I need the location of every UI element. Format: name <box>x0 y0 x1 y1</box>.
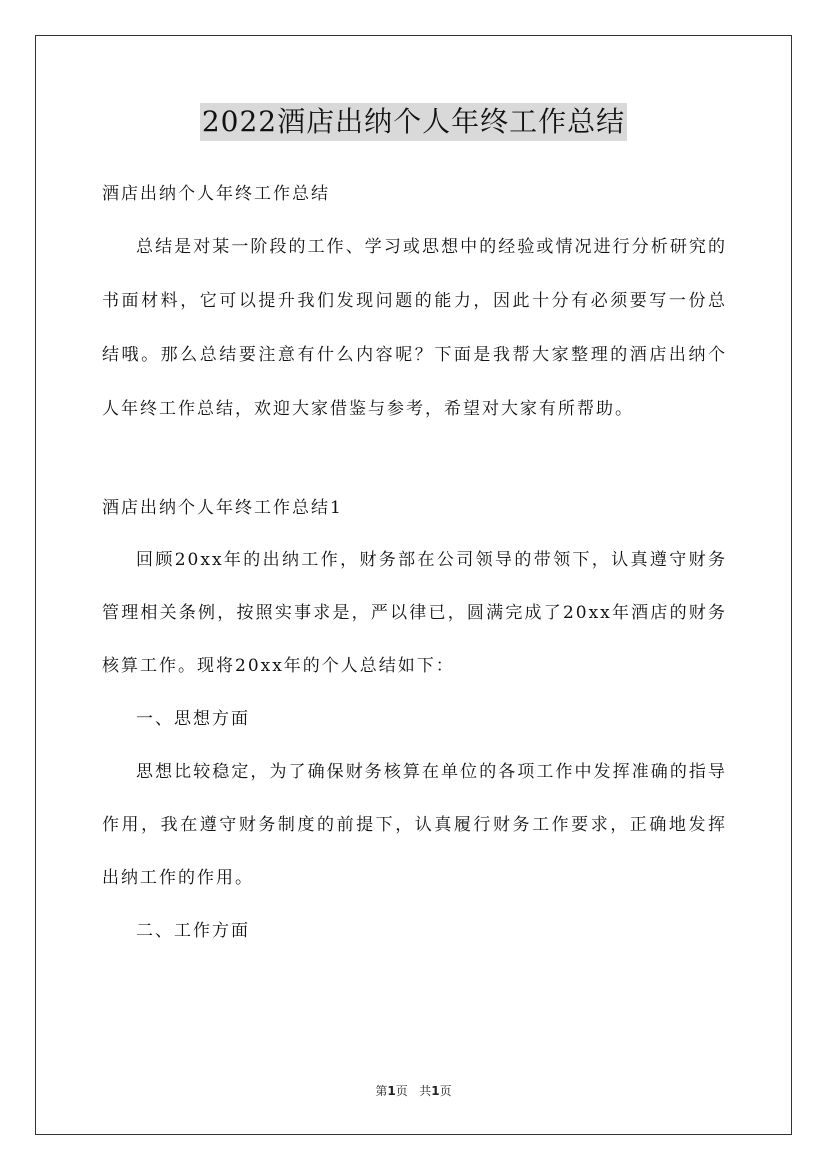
footer-suffix: 页 <box>439 1084 452 1098</box>
section-paragraph: 回顾20xx年的出纳工作，财务部在公司领导的带领下，认真遵守财务管理相关条例，按照实事求是，严以律已，圆满完成了20xx年酒店的财务核算工作。现将20xx年的个人总结如下： <box>102 550 727 676</box>
footer-page-total: 1 <box>431 1084 440 1098</box>
document-title: 2022酒店出纳个人年终工作总结 <box>200 103 627 141</box>
point-paragraph-thought: 思想比较稳定，为了确保财务核算在单位的各项工作中发挥准确的指导作用，我在遵守财务制度的前提下，认真履行财务工作要求，正确地发挥出纳工作的作用。 <box>102 762 727 888</box>
footer-mid: 页 共 <box>395 1084 432 1098</box>
document-subtitle: 酒店出纳个人年终工作总结 <box>102 184 330 204</box>
spacer <box>102 436 727 482</box>
section-heading: 酒店出纳个人年终工作总结1 <box>102 498 343 518</box>
footer-prefix: 第 <box>375 1084 388 1098</box>
document-body <box>102 168 727 958</box>
point-heading-thought: 一、思想方面 <box>136 709 250 729</box>
title-container <box>0 103 827 141</box>
intro-paragraph: 总结是对某一阶段的工作、学习或思想中的经验或情况进行分析研究的书面材料，它可以提升我们发现问题的能力，因此十分有必须要写一份总结哦。那么总结要注意有什么内容呢？下面是我帮大家整理的酒店出纳个人年终工作总结，欢迎大家借鉴与参考，希望对大家有所帮助。 <box>102 237 727 419</box>
page-footer <box>0 1082 827 1099</box>
point-heading-work: 二、工作方面 <box>136 921 250 941</box>
footer-page-number: 1 <box>387 1084 396 1098</box>
